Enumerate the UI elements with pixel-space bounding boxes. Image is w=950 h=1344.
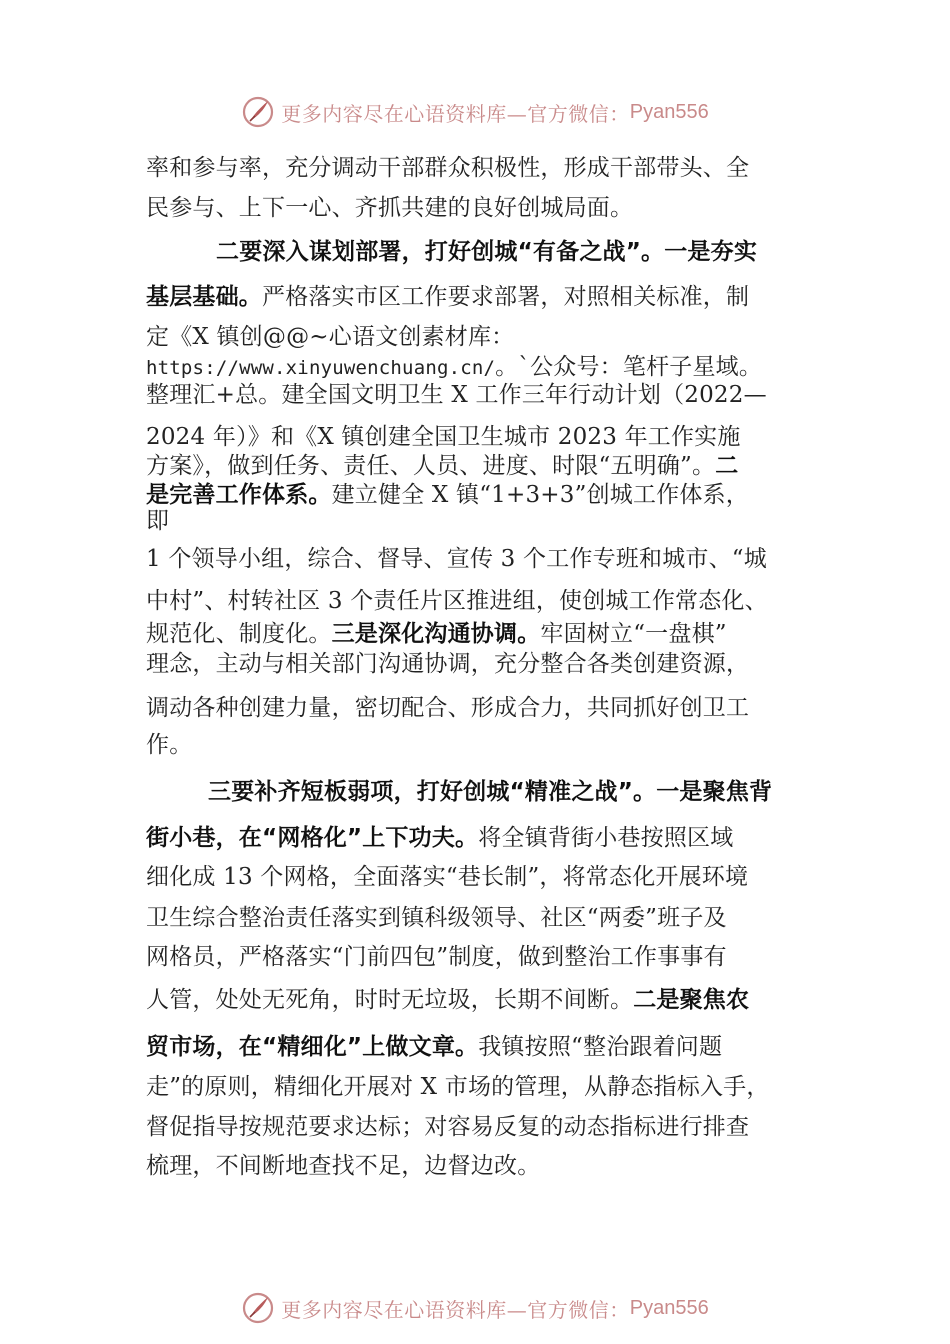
text-line [146, 985, 814, 1015]
text-line [146, 903, 814, 933]
body-text: 理念，主动与相关部门沟通协调，充分整合各类创建资源， [146, 651, 750, 677]
body-text: 调动各种创建力量，密切配合、形成合力，共同抓好创卫工 [146, 695, 750, 721]
bold-heading-text: 三是深化沟通协调。 [331, 621, 541, 647]
watermark-wechat-id: Pyan556 [629, 1296, 709, 1319]
body-text: 方案》，做到任务、责任、人员、进度、时限“五明确”。 [146, 453, 716, 479]
text-line [146, 619, 814, 649]
text-line [146, 322, 814, 352]
body-text: 。`公众号：笔杆子星域。 [495, 354, 763, 380]
text-line [146, 352, 814, 383]
body-text: 将全镇背街小巷按照区域 [478, 825, 734, 851]
text-line [146, 777, 876, 807]
body-text: 民参与、上下一心、齐抓共建的良好创城局面。 [146, 195, 634, 221]
text-line [146, 237, 884, 267]
body-text: 定《X 镇创@@~心语文创素材库： [146, 324, 515, 350]
text-line [146, 1032, 814, 1062]
text-line [146, 193, 814, 223]
header-watermark [0, 92, 950, 132]
body-text: 梳理，不间断地查找不足，边督边改。 [146, 1153, 541, 1179]
body-text: 卫生综合整治责任落实到镇科级领导、社区“两委”班子及 [146, 905, 727, 931]
text-line [146, 422, 814, 452]
quill-seal-icon [241, 95, 275, 129]
quill-seal-icon [241, 1291, 275, 1325]
bold-heading-text: 二是聚焦农 [633, 987, 750, 1013]
bold-heading-text: 贸市场，在“精细化”上做文章。 [146, 1034, 479, 1060]
body-text: 建立健全 X 镇“1+3+3”创城工作体系， [331, 482, 749, 508]
text-line [146, 730, 814, 760]
body-text: 我镇按照“整治跟着问题 [478, 1034, 723, 1060]
text-line [146, 1151, 814, 1181]
body-text: 细化成 13 个网格，全面落实“巷长制”，将常态化开展环境 [146, 864, 749, 890]
bold-heading-text: 是完善工作体系。 [146, 482, 332, 508]
text-line [146, 693, 814, 723]
body-text: 网格员，严格落实“门前四包”制度，做到整治工作事事有 [146, 944, 727, 970]
text-line [146, 586, 814, 616]
watermark-text: 更多内容尽在心语资料库—官方微信： [281, 1297, 630, 1322]
body-text: 规范化、制度化。 [146, 621, 332, 647]
text-line [146, 506, 814, 536]
body-text: 整理汇+总。建全国文明卫生 X 工作三年行动计划（2022— [146, 382, 767, 408]
footer-watermark [0, 1288, 950, 1328]
text-line [146, 153, 814, 183]
bold-heading-text: 二 [715, 453, 739, 479]
text-line [146, 942, 814, 972]
body-text: 1 个领导小组，综合、督导、宣传 3 个工作专班和城市、“城 [146, 546, 767, 572]
text-line [146, 380, 814, 410]
text-line [146, 544, 814, 574]
text-line [146, 1112, 814, 1142]
text-line [146, 282, 814, 312]
body-text: 中村”、村转社区 3 个责任片区推进组，使创城工作常态化、 [146, 588, 768, 614]
body-text: 督促指导按规范要求达标；对容易反复的动态指标进行排查 [146, 1114, 750, 1140]
text-line [146, 1072, 814, 1102]
body-text: 严格落实市区工作要求部署，对照相关标准，制 [262, 284, 750, 310]
bold-heading-text: 三要补齐短板弱项，打好创城“精准之战”。一是聚焦背 [208, 779, 773, 805]
text-line [146, 862, 814, 892]
body-text: 作。 [146, 732, 193, 758]
bold-heading-text: 街小巷，在“网格化”上下功夫。 [146, 825, 479, 851]
bold-heading-text: 二要深入谋划部署，打好创城“有备之战”。一是夯实 [216, 239, 758, 265]
url-text: https://www.xinyuwenchuang.cn/ [146, 357, 496, 379]
text-line [146, 451, 814, 481]
watermark-wechat-id: Pyan556 [629, 100, 709, 123]
text-line [146, 823, 814, 853]
text-line [146, 649, 814, 679]
body-text: 走”的原则，精细化开展对 X 市场的管理，从静态指标入手， [146, 1074, 770, 1100]
body-text: 2024 年）》和《X 镇创建全国卫生城市 2023 年工作实施 [146, 424, 741, 450]
body-text: 牢固树立“一盘棋” [540, 621, 727, 647]
body-text: 率和参与率，充分调动干部群众积极性，形成干部带头、全 [146, 155, 750, 181]
watermark-text: 更多内容尽在心语资料库—官方微信： [281, 101, 630, 126]
body-text: 人管，处处无死角，时时无垃圾，长期不间断。 [146, 987, 634, 1013]
body-text: 即 [146, 508, 170, 534]
bold-heading-text: 基层基础。 [146, 284, 262, 310]
